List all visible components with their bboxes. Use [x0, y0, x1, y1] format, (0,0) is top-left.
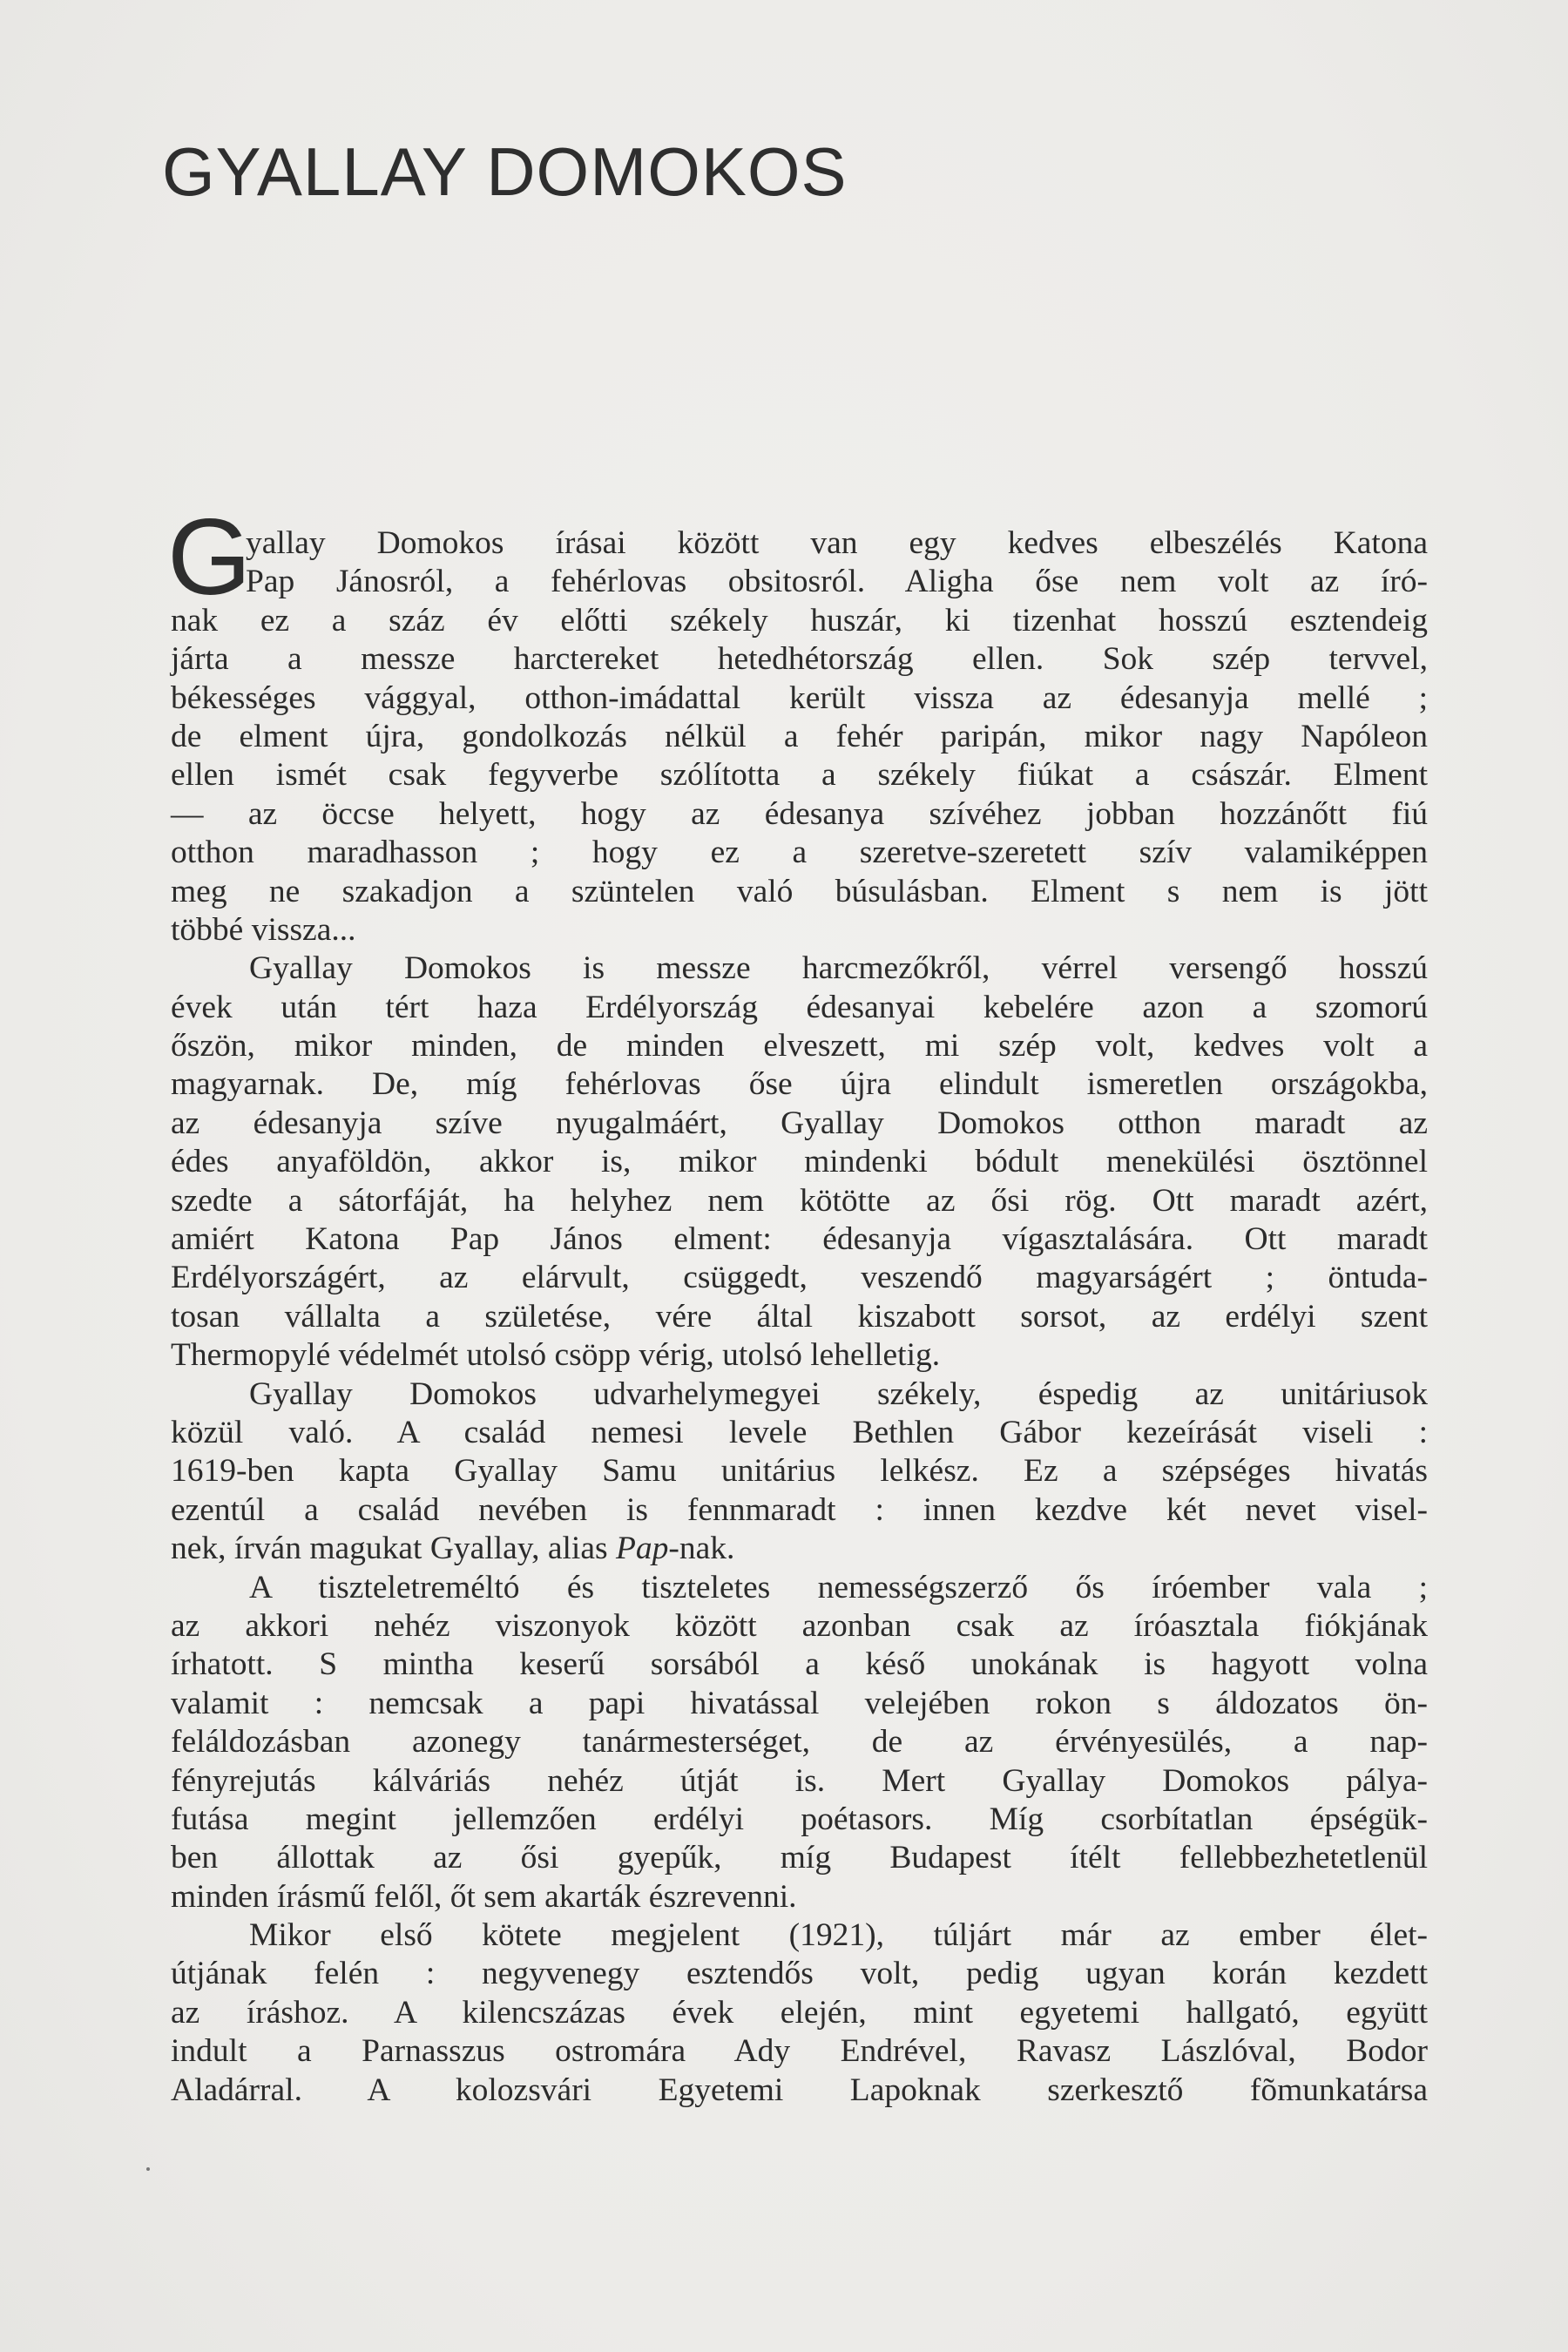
text-line-content: — az öccse helyett, hogy az édesanya szívéhez jobban hozzánőtt fiú	[171, 795, 1428, 832]
text-line	[171, 1027, 1428, 1065]
page-title: GYALLAY DOMOKOS	[162, 133, 848, 210]
text-line-content: Gyallay Domokos is messze harcmezőkről, vérrel versengő hosszú	[249, 950, 1428, 987]
text-line-content: meg ne szakadjon a szüntelen való búsulásban. Elment s nem is jött	[171, 873, 1428, 909]
text-line-content: Gyallay Domokos udvarhelymegyei székely, éspedig az unitáriusok	[249, 1375, 1428, 1412]
text-line	[171, 1182, 1428, 1220]
text-line	[171, 1105, 1428, 1143]
text-line	[171, 1375, 1428, 1414]
text-line	[171, 1143, 1428, 1181]
text-line	[171, 1530, 1428, 1568]
text-line-content: közül való. A család nemesi levele Bethlen Gábor kezeírását viseli :	[171, 1414, 1428, 1450]
text-line	[171, 602, 1428, 640]
text-line	[171, 1801, 1428, 1839]
text-line	[171, 1491, 1428, 1530]
text-line	[171, 1723, 1428, 1761]
text-line	[171, 2032, 1428, 2071]
text-line	[171, 640, 1428, 679]
text-line	[171, 2072, 1428, 2110]
text-line	[171, 679, 1428, 718]
text-line-content: Mikor első kötete megjelent (1921), túljárt már az ember élet-	[249, 1917, 1428, 1954]
text-line-content: yallay Domokos írásai között van egy kedves elbeszélés Katona	[246, 525, 1428, 561]
text-line-content: írhatott. S mintha keserű sorsából a késő unokának is hagyott volna	[171, 1646, 1428, 1683]
text-line	[171, 1646, 1428, 1684]
text-line-content: útjának felén : negyvenegy esztendős volt, pedig ugyan korán kezdett	[171, 1956, 1428, 1992]
article-body	[167, 497, 1428, 2110]
text-line-content: fényrejutás kálváriás nehéz útját is. Mert Gyallay Domokos pálya-	[171, 1762, 1428, 1799]
text-line-content: nek, írván magukat Gyallay, alias Pap-nak.	[171, 1531, 735, 1567]
text-line-content: az édesanyja szíve nyugalmáért, Gyallay Domokos otthon maradt az	[171, 1105, 1428, 1141]
text-line-content: otthon maradhasson ; hogy ez a szeretve-szeretett szív valamiképpen	[171, 835, 1428, 871]
text-line	[171, 1259, 1428, 1297]
text-line-content: de elment újra, gondolkozás nélkül a fehér paripán, mikor nagy Napóleon	[171, 718, 1428, 754]
text-line-content: Aladárral. A kolozsvári Egyetemi Lapoknak szerkesztő fõmunkatársa	[171, 2072, 1428, 2108]
text-line-content: ben állottak az ősi gyepűk, míg Budapest ítélt fellebbezhetetlenül	[171, 1840, 1428, 1876]
text-line-content: többé vissza...	[171, 911, 356, 948]
text-line	[171, 1065, 1428, 1104]
text-line-content: ellen ismét csak fegyverbe szólította a székely fiúkat a császár. Elment	[171, 757, 1428, 794]
text-line-content: minden írásmű felől, őt sem akarták észrevenni.	[171, 1878, 797, 1915]
text-line	[171, 1414, 1428, 1452]
text-line-content: indult a Parnasszus ostromára Ady Endrével, Ravasz Lászlóval, Bodor	[171, 2033, 1428, 2070]
text-line	[171, 1452, 1428, 1490]
text-line	[171, 989, 1428, 1027]
text-line	[171, 718, 1428, 756]
text-line-content: évek után tért haza Erdélyország édesanyai kebelére azon a szomorú	[171, 989, 1428, 1025]
drop-cap: G	[167, 497, 252, 618]
text-line-content: 1619-ben kapta Gyallay Samu unitárius lelkész. Ez a szépséges hivatás	[171, 1453, 1428, 1490]
text-line	[171, 1569, 1428, 1607]
paper-speck	[146, 2167, 150, 2171]
text-line-content: az íráshoz. A kilencszázas évek elején, mint egyetemi hallgató, együtt	[171, 1994, 1428, 2031]
text-line-content: nak ez a száz év előtti székely huszár, ki tizenhat hosszú esztendeig	[171, 602, 1428, 639]
text-line	[171, 1685, 1428, 1723]
text-line	[171, 563, 1428, 601]
text-line-content: békességes vággyal, otthon-imádattal került vissza az édesanyja mellé ;	[171, 679, 1428, 716]
text-line-content: Erdélyországért, az elárvult, csüggedt, veszendő magyarságért ; öntuda-	[171, 1260, 1428, 1296]
text-line	[171, 1955, 1428, 1993]
text-line	[171, 1607, 1428, 1646]
text-line-content: járta a messze harctereket hetedhétország ellen. Sok szép tervvel,	[171, 641, 1428, 678]
text-line	[171, 795, 1428, 834]
text-line	[171, 1839, 1428, 1877]
text-line	[171, 1298, 1428, 1336]
text-line-content: Pap Jánosról, a fehérlovas obsitosról. Aligha őse nem volt az író-	[246, 564, 1428, 600]
text-line-content: tosan vállalta a születése, vére által kiszabott sorsot, az erdélyi szent	[171, 1298, 1428, 1335]
text-line	[171, 1916, 1428, 1955]
text-line	[171, 873, 1428, 911]
text-line	[171, 950, 1428, 988]
italic-word: Pap	[615, 1531, 669, 1567]
text-line-content: az akkori nehéz viszonyok között azonban csak az íróasztala fiókjának	[171, 1607, 1428, 1644]
text-line-content: szedte a sátorfáját, ha helyhez nem kötötte az ősi rög. Ott maradt azért,	[171, 1182, 1428, 1219]
text-line-content: ezentúl a család nevében is fennmaradt : innen kezdve két nevet visel-	[171, 1491, 1428, 1528]
text-line-content: valamit : nemcsak a papi hivatással velejében rokon s áldozatos ön-	[171, 1685, 1428, 1721]
text-line-content: édes anyaföldön, akkor is, mikor mindenki bódult menekülési ösztönnel	[171, 1144, 1428, 1180]
text-line	[171, 756, 1428, 794]
text-line-content: futása megint jellemzően erdélyi poétasors. Míg csorbítatlan épségük-	[171, 1801, 1428, 1837]
text-line-content: amiért Katona Pap János elment: édesanyja vígasztalására. Ott maradt	[171, 1221, 1428, 1258]
text-line-content: őszön, mikor minden, de minden elveszett, mi szép volt, kedves volt a	[171, 1028, 1428, 1064]
text-line	[171, 1762, 1428, 1801]
text-line	[171, 1336, 1428, 1375]
text-line-content: Thermopylé védelmét utolsó csöpp vérig, utolsó lehelletig.	[171, 1337, 941, 1374]
text-line-content: feláldozásban azonegy tanármesterséget, de az érvényesülés, a nap-	[171, 1724, 1428, 1761]
text-line-content: magyarnak. De, míg fehérlovas őse újra elindult ismeretlen országokba,	[171, 1066, 1428, 1103]
text-line	[171, 1994, 1428, 2032]
text-line	[171, 1220, 1428, 1259]
text-line	[171, 834, 1428, 872]
text-line	[171, 911, 1428, 950]
text-line	[171, 1878, 1428, 1916]
text-line-content: A tiszteletreméltó és tiszteletes nemességszerző ős íróember vala ;	[249, 1569, 1428, 1605]
